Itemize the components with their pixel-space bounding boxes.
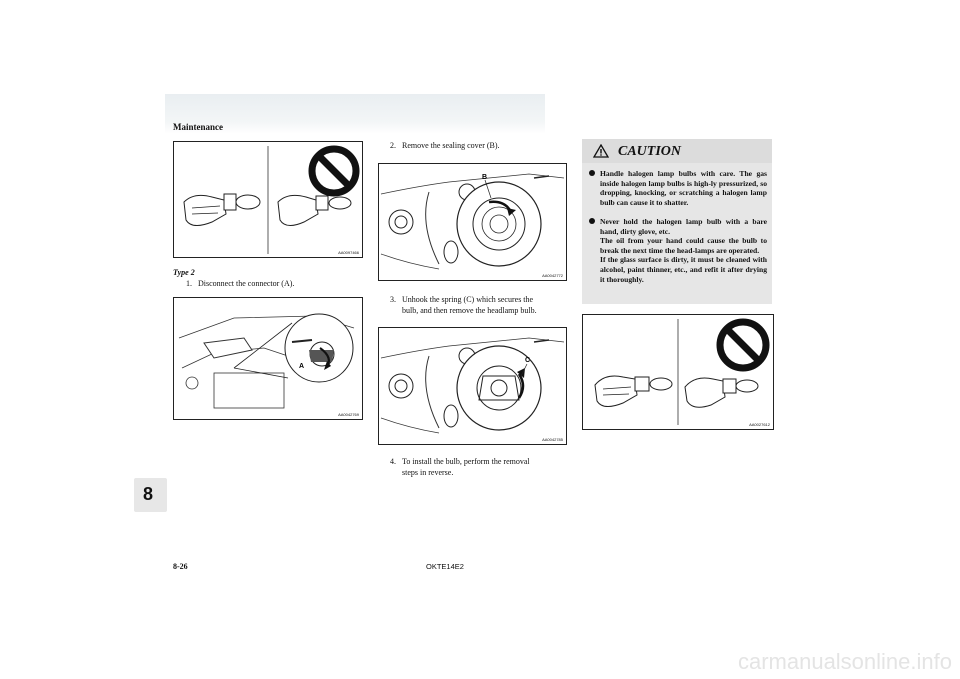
label-b: B [482, 174, 488, 181]
caution-item-2 [589, 217, 767, 284]
step-3 [390, 295, 533, 305]
caution-text: The oil from your hand could cause the bulb to break the next time the head-lamps are operated. [600, 236, 767, 255]
type-heading: Type 2 [173, 268, 195, 277]
bullet-icon [589, 170, 595, 176]
step-1 [186, 279, 294, 289]
figure-code: AA0042772 [542, 273, 563, 278]
label-a: A [299, 363, 305, 370]
figure-bulb-handling [173, 141, 363, 258]
figure-code: AA0027612 [749, 422, 770, 427]
figure-connector [173, 297, 363, 420]
warning-triangle-icon [593, 144, 609, 158]
figure-bulb-no-touch [582, 314, 774, 430]
step-number: 1. [186, 279, 192, 288]
figure-spring [378, 327, 567, 445]
step-4-cont: steps in reverse. [402, 468, 454, 477]
label-c: C [525, 357, 531, 364]
step-text-line1: To install the bulb, perform the removal [402, 457, 530, 466]
caution-title: CAUTION [618, 144, 682, 159]
spring-illustration [379, 328, 566, 444]
step-4 [390, 457, 530, 467]
caution-box [582, 139, 772, 304]
section-title: Maintenance [173, 122, 223, 132]
chapter-tab [134, 478, 167, 512]
figure-code: AA0042785 [542, 437, 563, 442]
document-code: OKTE14E2 [426, 562, 464, 571]
caution-item-1 [589, 169, 767, 207]
figure-code: AA0042769 [338, 412, 359, 417]
watermark: carmanualsonline.info [737, 649, 952, 674]
bullet-icon [589, 218, 595, 224]
step-3-cont: bulb, and then remove the headlamp bulb. [402, 306, 537, 315]
step-number: 2. [390, 141, 396, 150]
step-number: 3. [390, 295, 396, 304]
chapter-number: 8 [143, 484, 154, 504]
caution-text: Never hold the halogen lamp bulb with a bare hand, dirty glove, etc. [600, 217, 767, 236]
step-text: Remove the sealing cover (B). [402, 141, 500, 150]
bulb-handling-illustration [174, 142, 362, 257]
sealing-cover-illustration [379, 164, 566, 280]
bulb-no-touch-illustration [583, 315, 773, 429]
figure-code: AA0097466 [338, 250, 359, 255]
page-number: 8-26 [173, 562, 188, 571]
step-text-line1: Unhook the spring (C) which secures the [402, 295, 534, 304]
connector-illustration [174, 298, 362, 419]
caution-text: If the glass surface is dirty, it must be cleaned with alcohol, paint thinner, etc., and refit it after drying it thoroughly. [600, 255, 767, 284]
step-number: 4. [390, 457, 396, 466]
step-2 [390, 141, 500, 151]
figure-sealing-cover [378, 163, 567, 281]
step-text: Disconnect the connector (A). [198, 279, 295, 288]
caution-text: Handle halogen lamp bulbs with care. The gas inside halogen lamp bulbs is high-ly pressurized, so dropping, knocking, or scratching a halogen lamp bulb can cause it to shatter. [600, 169, 767, 207]
